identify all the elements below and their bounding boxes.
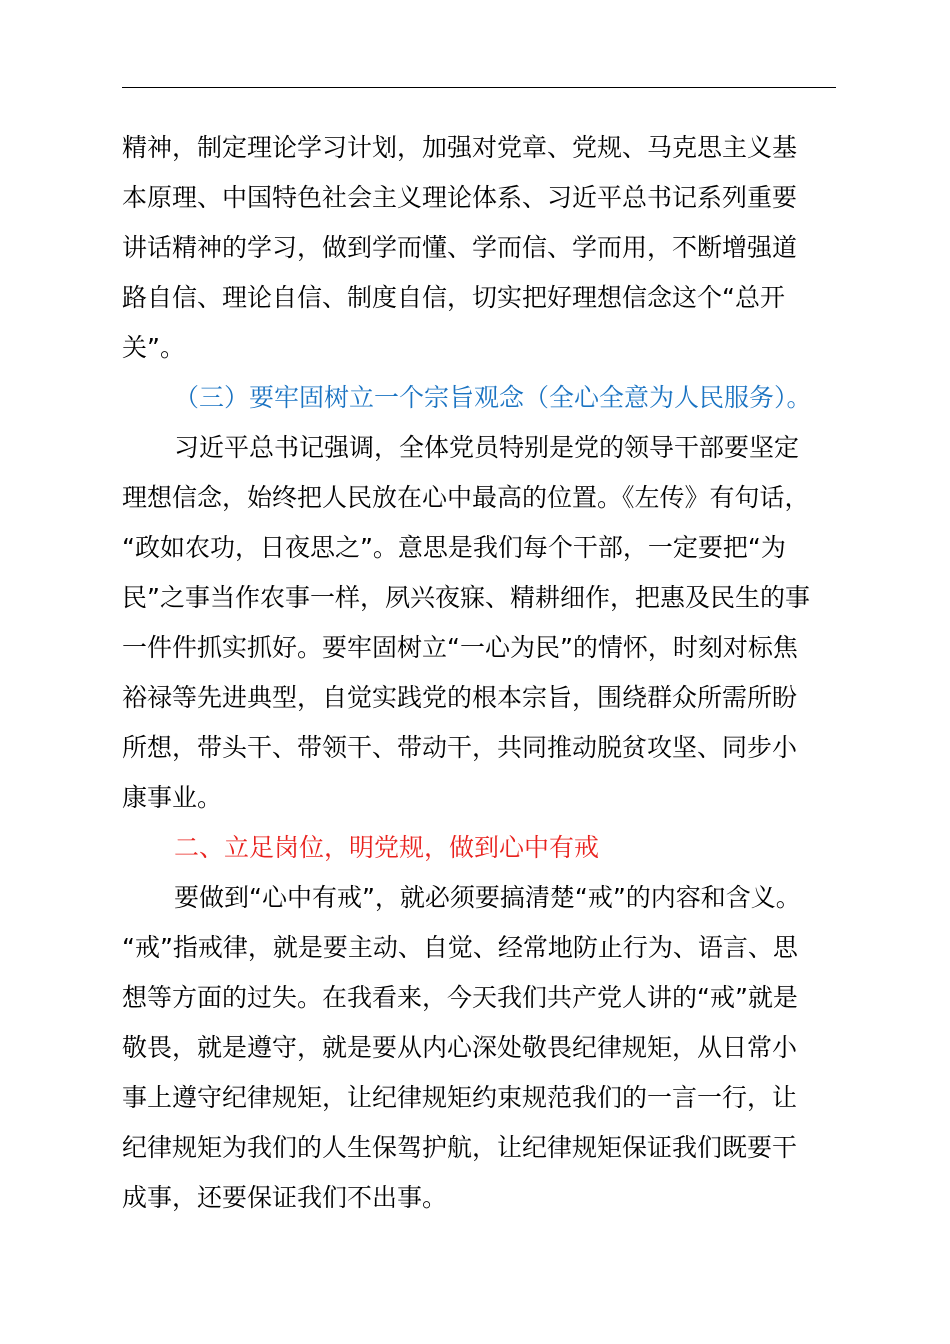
header-rule	[122, 87, 836, 88]
text-line: 所想，带头干、带领干、带动干，共同推动脱贫攻坚、同步小	[122, 733, 798, 762]
text-line: 理想信念，始终把人民放在心中最高的位置。《左传》有句话，	[122, 483, 810, 512]
text-line: 讲话精神的学习，做到学而懂、学而信、学而用，不断增强道	[122, 233, 798, 262]
text-line: 一件件抓实抓好。要牢固树立“一心为民”的情怀，时刻对标焦	[122, 633, 798, 662]
text-line: 想等方面的过失。在我看来，今天我们共产党人讲的“戒”就是	[122, 983, 798, 1012]
text-line: 本原理、中国特色社会主义理论体系、习近平总书记系列重要	[122, 183, 798, 212]
text-line: 民”之事当作农事一样，夙兴夜寐、精耕细作，把惠及民生的事	[122, 583, 810, 612]
text-line: “戒”指戒律，就是要主动、自觉、经常地防止行为、语言、思	[122, 933, 798, 962]
text-line: 事上遵守纪律规矩，让纪律规矩约束规范我们的一言一行，让	[122, 1083, 798, 1112]
section-heading-3: （三）要牢固树立一个宗旨观念（全心全意为人民服务）。	[174, 383, 812, 412]
text-line: 路自信、理论自信、制度自信，切实把好理想信念这个“总开	[122, 283, 785, 312]
paragraph-start: 习近平总书记强调，全体党员特别是党的领导干部要坚定	[174, 433, 800, 462]
text-line: 敬畏，就是遵守，就是要从内心深处敬畏纪律规矩，从日常小	[122, 1033, 798, 1062]
text-line: 成事，还要保证我们不出事。	[122, 1183, 448, 1212]
text-line: “政如农功，日夜思之”。意思是我们每个干部，一定要把“为	[122, 533, 786, 562]
document-body	[122, 123, 852, 1223]
text-line: 康事业。	[122, 783, 223, 812]
text-line: 精神，制定理论学习计划，加强对党章、党规、马克思主义基	[122, 133, 798, 162]
text-line: 关”。	[122, 333, 185, 362]
text-line: 纪律规矩为我们的人生保驾护航，让纪律规矩保证我们既要干	[122, 1133, 798, 1162]
section-heading-2: 二、立足岗位，明党规，做到心中有戒	[174, 833, 600, 862]
paragraph-start: 要做到“心中有戒”，就必须要搞清楚“戒”的内容和含义。	[174, 883, 801, 912]
text-line: 裕禄等先进典型，自觉实践党的根本宗旨，围绕群众所需所盼	[122, 683, 798, 712]
